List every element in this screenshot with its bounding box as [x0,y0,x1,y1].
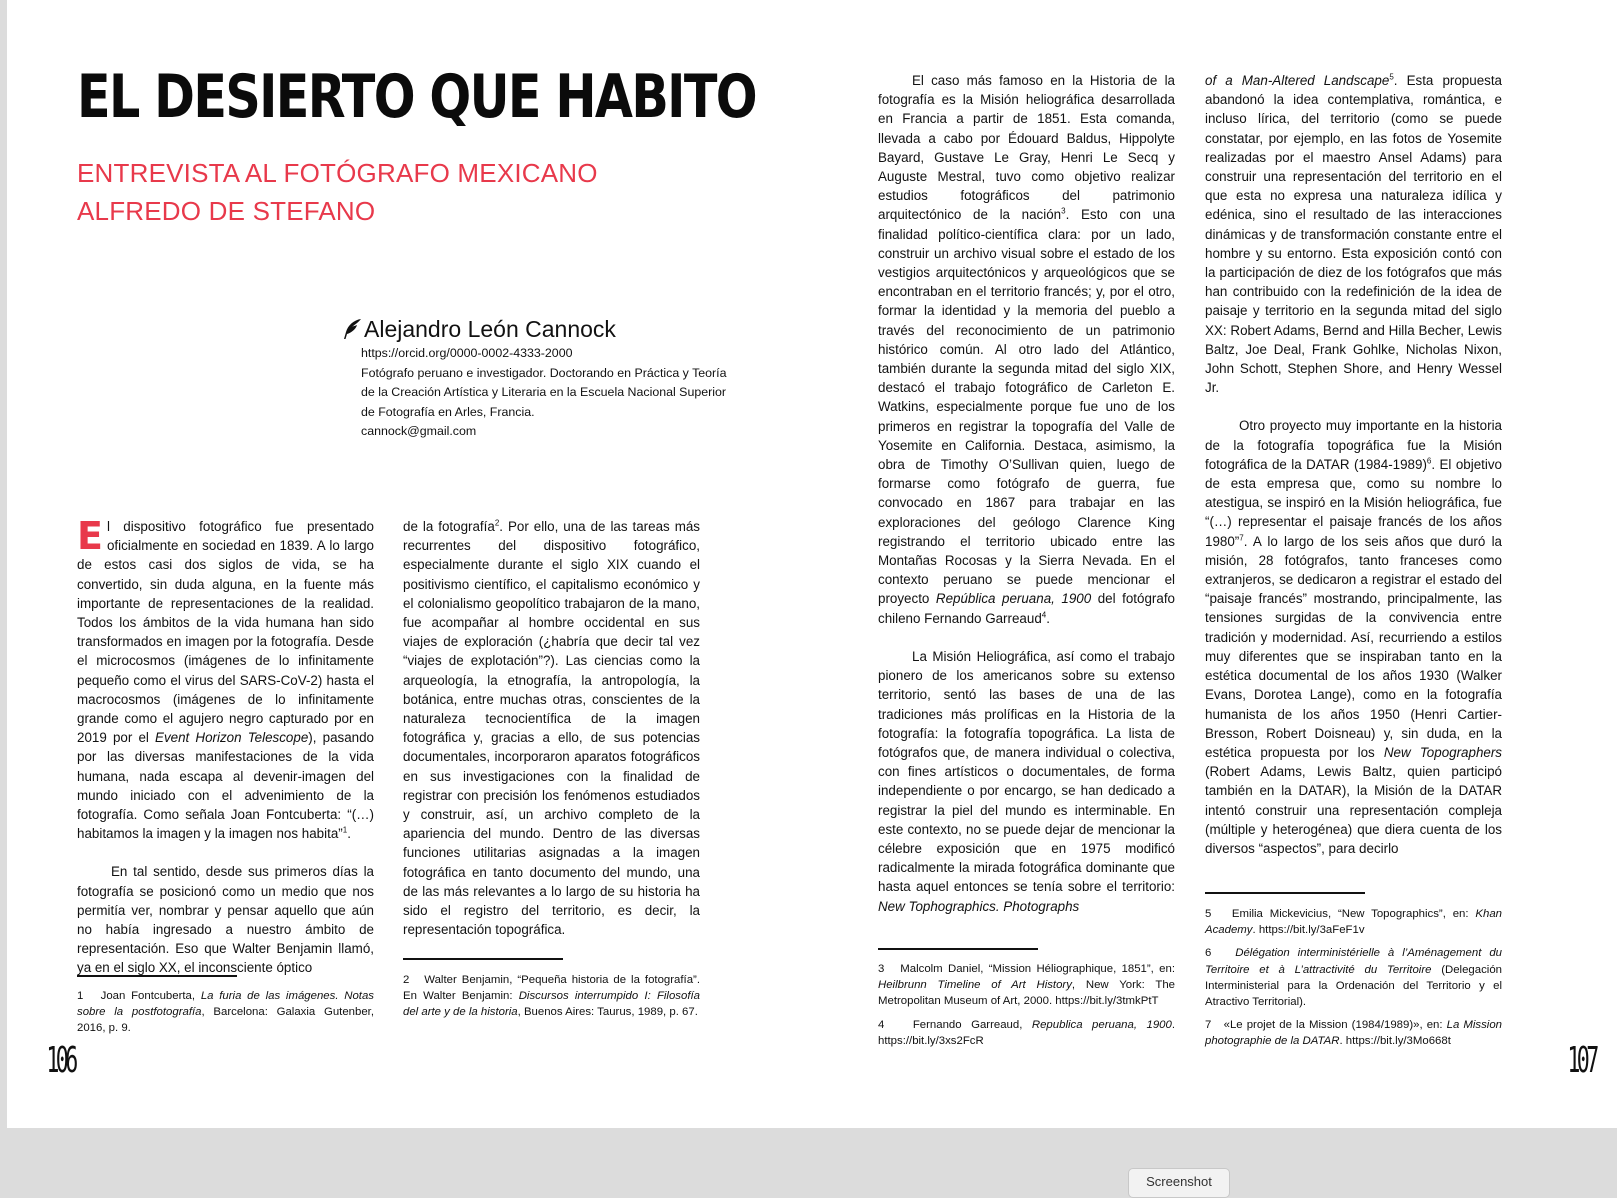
body-column-2 [403,517,700,939]
footnote-ref[interactable]: 2 [494,518,500,528]
paragraph: Otro proyecto muy importante en la historia de la fotografía topográfica fue la Misión fotográfica de la DATAR (1984-1989)$^6$. El objetivo de esta empresa que, como su nombre lo atestigua, se inspiró en la Misión heliográfica, fue “(…) representar el paisaje francés de los años 1980”$^7$. A lo largo de los seis años que duró la misión, 28 fotógrafos, tanto franceses como extranjeros, se dedicaron a registrar el estado del “paisaje francés” mostrando, principalmente, las tensiones surgidas de la convivencia entre tradición y modernidad. Así, recurriendo a estilos muy diferentes que se inspiraban tanto en la estética documental de los años 1930 (Walker Evans, Dorotea Lange), como en la fotografía humanista de los años 1950 (Henri Cartier-Bresson, Robert Doisneau) y, sin duda, en la estética propuesta por los New Topographers (Robert Adams, Lewis Baltz, quien participó también en la DATAR), la Misión de la DATAR intentó construir una representación compleja (múltiple y heterogénea) que diera cuenta de los diversos “aspectos”, para decirlo [1205,418,1502,856]
footnote-6: 6 Délégation interministérielle à l’Aménagement du Territoire et à L’attractivité du Territoire (Delegación Interministerial para la Ordenación del Territorio y el Atractivo Territorial). [1205,947,1502,1009]
subtitle-line-2: ALFREDO DE STEFANO [77,196,376,226]
paragraph: of a Man-Altered Landscape$^5$. Esta propuesta abandonó la idea contemplativa, romántica, e incluso lírica, del territorio (como se puede constatar, por ejemplo, en las fotos de Yosemite realizadas por el maestro Ansel Adams) para construir una representación del territorio en el que esta no expresa una naturaleza idílica y edénica, sino el resultado de las interacciones dinámicas y de transformación constante entre el hombre y su entorno. Esta exposición contó con la participación de diez de los fotógrafos que más han contribuido con la redefinición de la idea de paisaje y territorio en la segunda mitad del siglo XX: Robert Adams, Bernd and Hilla Becher, Lewis Baltz, Joe Deal, Frank Gohlke, Nicholas Nixon, John Schott, Stephen Shore, and Henry Wessel Jr. [1205,72,1502,396]
body-column-1 [77,514,374,978]
body-column-4 [1205,71,1502,858]
paragraph: El dispositivo fotográfico fue presentado oficialmente en sociedad en 1839. A lo largo de estos casi dos siglos de vida, se ha convertido, sin duda alguna, en la fuente más importante de representaciones de la realidad. Todos los ámbitos de la vida humana han sido transformados en imagen por la fotografía. Desde el microcosmos (imágenes de lo infinitamente pequeño como el virus del SARS-CoV-2) hasta el macrocosmos (imágenes de lo infinitamente grande como el agujero negro capturado por en 2019 por el Event Horizon Telescope), pasando por las diversas manifestaciones de la vida humana, nada escapa al devenir-imagen del mundo iniciado con el advenimiento de la fotografía. Como señala Joan Fontcuberta: “(…) habitamos la imagen y la imagen nos habita”$^1$. [77,514,374,842]
paragraph: de la fotografía$^2$. Por ello, una de las tareas más recurrentes del dispositivo fotográfico, especialmente durante el siglo XIX cuando el positivismo científico, el capitalismo económico y el colonialismo geopolítico trabajaron de la mano, fue acompañar al hombre occidental en sus viajes de exploración (¿habría que decir tal vez “viajes de explotación”?). Las ciencias como la arqueología, la etnografía, la antropología, la botánica, entre muchas otras, conscientes de la naturaleza tecnocientífica de la imagen fotográfica y, gracias a ello, de sus potencias documentales, incorporaron aparatos fotográficos en sus investigaciones con la finalidad de registrar con precisión los fenómenos estudiados y construir, así, un archivo completo de la apariencia del mundo. Dentro de las diversas funciones utilitarias asignadas a la imagen fotográfica en tanto documento del mundo, una de las más relevantes a lo largo de su historia ha sido el registro del territorio, es decir, la representación topográfica. [403,518,700,938]
author-name-row [342,314,742,344]
page-number-left: 106 [46,1040,75,1081]
footnote-divider [878,948,1038,950]
footnote-1: 1 Joan Fontcuberta, La furia de las imágenes. Notas sobre la postfotografía, Barcelona: Galaxia Gutenber, 2016, p. 9. [77,990,375,1035]
author-bio: Fotógrafo peruano e investigador. Doctorando en Práctica y Teoría de la Creación Artística y Literaria en la Escuela Nacional Superior de Fotografía en Arles, Francia. [361,365,727,419]
footnote-ref[interactable]: 1 [342,825,348,835]
author-meta [361,344,742,442]
author-block [342,314,742,442]
footnote-divider [1205,892,1365,894]
footnote-divider [403,958,563,960]
footnote-5: 5 Emilia Mickevicius, “New Topographics”, en: Khan Academy. https://bit.ly/3aFeF1v [1205,908,1502,937]
paragraph: La Misión Heliográfica, así como el trabajo pionero de los americanos sobre su extenso territorio, sentó las bases de una de las tradiciones más prolíficas en la Historia de la fotografía: la fotografía topográfica. La lista de fotógrafos que, de manera individual o colectiva, con fines artísticos o documentales, de forma independiente o por encargo, se han dedicado a registrar la piel del mundo es interminable. En este contexto, no se puede dejar de mencionar la célebre exposición que en 1975 modificó radicalmente la mirada fotográfica dominante que hasta aquel entonces se tenía sobre el territorio: New Tophographics. Photographs [878,648,1175,914]
quill-icon [342,318,362,340]
footnotes-3-4 [878,961,1175,1056]
footnote-divider [77,975,237,977]
body-column-3 [878,71,1175,916]
footnote-ref[interactable]: 4 [1041,610,1047,620]
footnote-3: 3 Malcolm Daniel, “Mission Héliographique, 1851”, en: Heilbrunn Timeline of Art History, New York: The Metropolitan Museum of Art, 2000. https://bit.ly/3tmkPtT [878,963,1175,1008]
footnote-4: 4 Fernando Garreaud, Republica peruana, 1900. https://bit.ly/3xs2FcR [878,1018,1175,1047]
paragraph: El caso más famoso en la Historia de la fotografía es la Misión heliográfica desarrollada en Francia a partir de 1851. Esta comanda, llevada a cabo por Édouard Baldus, Hippolyte Bayard, Gustave Le Gray, Henri Le Secq y Auguste Mestral, tuvo como objetivo realizar estudios fotográficos del patrimonio arquitectónico de la nación$^3$. Esto con una finalidad político-científica clara: por un lado, construir un archivo visual sobre el estado de los vestigios arquitectónicos y arqueológicos que se encontraban en el territorio francés; y, por el otro, formar la identidad y la memoria del pueblo a través del reconocimiento de un patrimonio histórico común. Al otro lado del Atlántico, también durante la segunda mitad del siglo XIX, destacó el trabajo fotográfico de Carleton E. Watkins, especialmente porque fue uno de los primeros en registrar la topografía del Valle de Yosemite en California. Destaca, asimismo, la obra de Timothy O’Sullivan quien, luego de formarse como fotógrafo de guerra, fue convocado en 1867 para trabajar en las exploraciones del geólogo Clarence King registrando el territorio ubicado entre las Montañas Rocosas y la Sierra Nevada. En el contexto peruano se puede mencionar el proyecto República peruana, 1900 del fotógrafo chileno Fernando Garreaud$^4$. [878,73,1175,626]
author-email-link[interactable]: cannock@gmail.com [361,424,477,438]
author-orcid-link[interactable]: https://orcid.org/0000-0002-4333-2000 [361,346,573,360]
footnote-ref[interactable]: 3 [1061,206,1066,216]
screenshot-button[interactable]: Screenshot [1128,1168,1230,1198]
right-page [812,0,1617,1128]
footnote-7: 7 «Le projet de la Mission (1984/1989)», en: La Mission photographie de la DATAR. https://bit.ly/3Mo668t [1205,1019,1502,1048]
footnote-ref[interactable]: 7 [1239,533,1244,543]
magazine-spread [7,0,1617,1128]
left-page [7,0,812,1128]
page-number-right: 107 [1567,1040,1596,1081]
footnote-2: 2 Walter Benjamin, “Pequeña historia de la fotografía”. En Walter Benjamin: Discursos interrumpido I: Filosofía del arte y de la historia, Buenos Aires: Taurus, 1989, p. 67. [403,974,700,1019]
footnote-ref[interactable]: 5 [1389,72,1394,82]
article-subtitle [77,154,677,230]
article-title: EL DESIERTO QUE HABITO [77,62,756,132]
footnote-ref[interactable]: 6 [1426,456,1432,466]
footnotes-5-7 [1205,906,1502,1057]
paragraph: En tal sentido, desde sus primeros días la fotografía se posicionó como un medio que nos permitía ver, nombrar y pensar aquello que aún no había ingresado a nuestro ámbito de representación. Eso que Walter Benjamin llamó, ya en el siglo XX, el inconsciente óptico [77,864,374,976]
subtitle-line-1: ENTREVISTA AL FOTÓGRAFO MEXICANO [77,158,598,188]
drop-cap: E [77,514,103,558]
author-name: Alejandro León Cannock [364,316,616,342]
